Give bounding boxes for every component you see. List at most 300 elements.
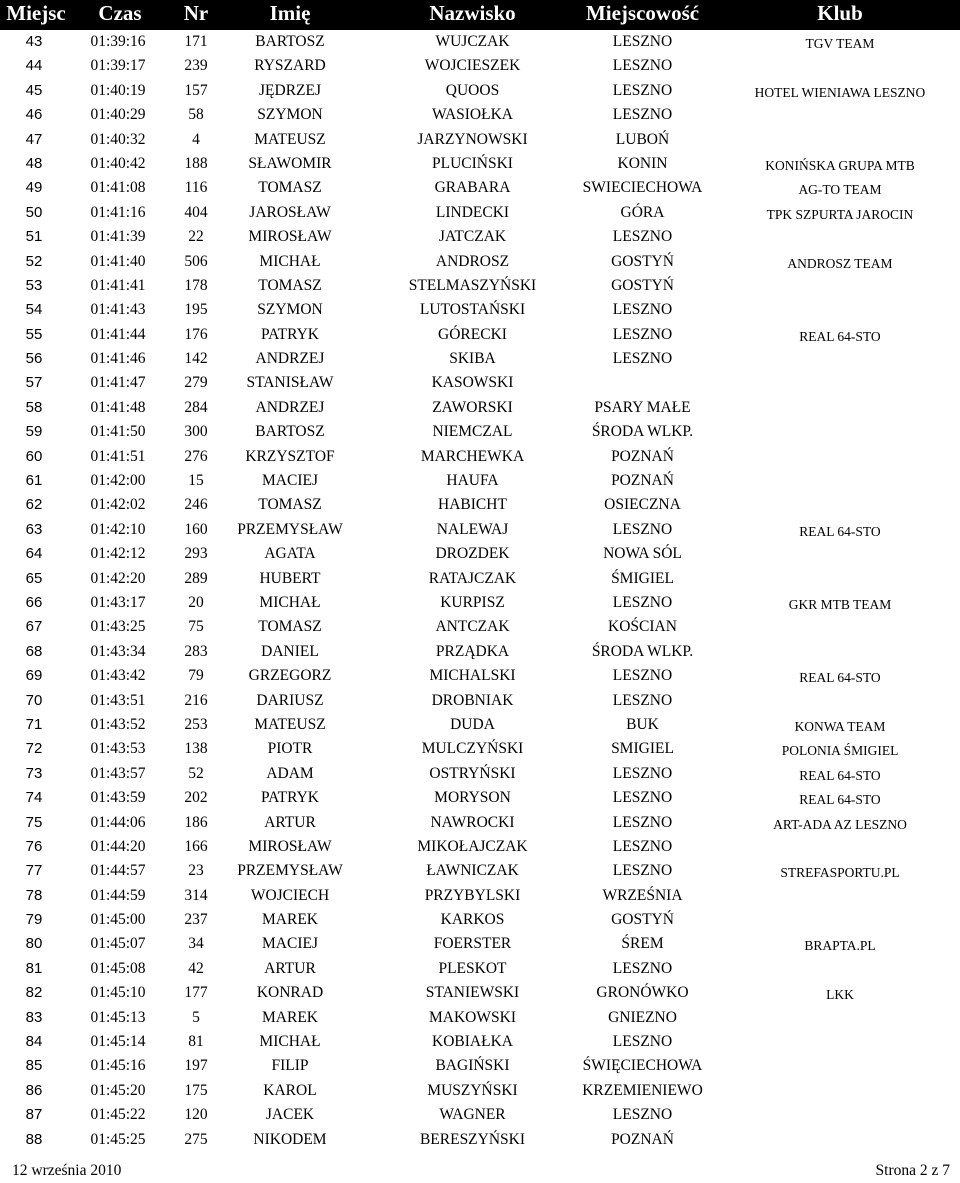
time-cell: 01:43:57 xyxy=(90,764,146,782)
table-row xyxy=(0,1103,960,1127)
table-row xyxy=(0,567,960,591)
last-name-cell: WUJCZAK xyxy=(435,33,510,50)
table-row xyxy=(0,689,960,713)
place-cell: 59 xyxy=(25,423,43,441)
last-name-cell: STELMASZYŃSKI xyxy=(408,276,537,294)
first-name-cell: MIROSŁAW xyxy=(248,228,332,246)
place-cell: 62 xyxy=(25,496,43,514)
first-name-cell: ADAM xyxy=(266,764,314,782)
city-cell: ŚRODA WLKP. xyxy=(591,423,694,441)
bib-number-cell: 216 xyxy=(184,691,208,709)
first-name-cell: SZYMON xyxy=(257,106,323,124)
last-name-cell: RATAJCZAK xyxy=(428,569,517,587)
place-cell: 54 xyxy=(25,301,43,319)
place-cell: 88 xyxy=(25,1130,43,1148)
last-name-cell: MICHALSKI xyxy=(429,667,516,685)
first-name-cell: NIKODEM xyxy=(253,1130,327,1148)
bib-number-cell: 246 xyxy=(184,496,208,514)
time-cell: 01:41:51 xyxy=(90,447,146,465)
city-cell: PSARY MAŁE xyxy=(594,398,691,416)
table-row xyxy=(0,225,960,249)
time-cell: 01:41:44 xyxy=(90,325,146,343)
first-name-cell: MICHAŁ xyxy=(259,593,321,611)
first-name-cell: MATEUSZ xyxy=(254,715,326,733)
bib-number-cell: 202 xyxy=(184,789,208,807)
table-row xyxy=(0,908,960,932)
table-row xyxy=(0,981,960,1005)
last-name-cell: KARKOS xyxy=(440,911,505,929)
time-cell: 01:42:10 xyxy=(90,520,146,538)
club-cell: BRAPTA.PL xyxy=(804,938,876,954)
city-cell: LESZNO xyxy=(612,813,673,831)
time-cell: 01:40:29 xyxy=(90,106,146,124)
last-name-cell: DUDA xyxy=(450,715,495,733)
club-cell: REAL 64-STO xyxy=(799,328,881,344)
time-cell: 01:45:16 xyxy=(90,1057,146,1075)
bib-number-cell: 22 xyxy=(188,228,204,246)
time-cell: 01:42:12 xyxy=(90,545,146,563)
first-name-cell: PATRYK xyxy=(260,325,319,343)
first-name-cell: HUBERT xyxy=(259,569,321,587)
place-cell: 43 xyxy=(25,33,43,50)
place-cell: 57 xyxy=(25,374,43,392)
footer-page-number: Strona 2 z 7 xyxy=(875,1162,950,1179)
last-name-cell: MUSZYŃSKI xyxy=(427,1081,518,1099)
time-cell: 01:45:00 xyxy=(90,911,146,929)
first-name-cell: PRZEMYSŁAW xyxy=(237,520,343,538)
first-name-cell: STANISŁAW xyxy=(246,374,334,392)
time-cell: 01:45:14 xyxy=(90,1033,146,1051)
club-cell: STREFASPORTU.PL xyxy=(780,865,900,881)
city-cell: LESZNO xyxy=(612,33,673,50)
place-cell: 74 xyxy=(25,789,43,807)
club-cell: HOTEL WIENIAWA LESZNO xyxy=(754,84,926,100)
bib-number-cell: 300 xyxy=(184,423,208,441)
first-name-cell: KAROL xyxy=(263,1081,317,1099)
city-cell: POZNAŃ xyxy=(611,472,674,490)
club-cell: ART-ADA AZ LESZNO xyxy=(773,816,907,832)
table-row xyxy=(0,396,960,420)
place-cell: 70 xyxy=(25,691,43,709)
first-name-cell: RYSZARD xyxy=(254,57,326,75)
first-name-cell: ANDRZEJ xyxy=(255,350,325,368)
table-row xyxy=(0,493,960,517)
time-cell: 01:41:46 xyxy=(90,350,146,368)
table-row xyxy=(0,762,960,786)
table-row xyxy=(0,1079,960,1103)
bib-number-cell: 176 xyxy=(184,325,208,343)
last-name-cell: PRZĄDKA xyxy=(435,642,510,660)
place-cell: 83 xyxy=(25,1008,43,1026)
time-cell: 01:41:43 xyxy=(90,301,146,319)
first-name-cell: MICHAŁ xyxy=(259,252,321,270)
city-cell: KRZEMIENIEWO xyxy=(582,1081,703,1099)
time-cell: 01:43:51 xyxy=(90,691,146,709)
bib-number-cell: 20 xyxy=(188,593,204,611)
first-name-cell: DARIUSZ xyxy=(256,691,324,709)
last-name-cell: STANIEWSKI xyxy=(425,984,520,1002)
city-cell: POZNAŃ xyxy=(611,1130,674,1148)
last-name-cell: ANTCZAK xyxy=(435,618,510,636)
bib-number-cell: 116 xyxy=(184,179,208,197)
last-name-cell: DROBNIAK xyxy=(431,691,514,709)
city-cell: LESZNO xyxy=(612,228,673,246)
bib-number-cell: 120 xyxy=(184,1106,208,1124)
first-name-cell: BARTOSZ xyxy=(255,33,325,50)
last-name-cell: OSTRYŃSKI xyxy=(429,764,516,782)
table-row xyxy=(0,250,960,274)
city-cell: WRZEŚNIA xyxy=(602,886,683,904)
first-name-cell: WOJCIECH xyxy=(250,886,330,904)
table-row xyxy=(0,1128,960,1152)
first-name-cell: FILIP xyxy=(271,1057,309,1075)
first-name-cell: MACIEJ xyxy=(262,935,318,953)
time-cell: 01:41:16 xyxy=(90,203,146,221)
first-name-cell: TOMASZ xyxy=(258,276,322,294)
place-cell: 80 xyxy=(25,935,43,953)
last-name-cell: WAGNER xyxy=(439,1106,506,1124)
bib-number-cell: 79 xyxy=(188,667,204,685)
first-name-cell: BARTOSZ xyxy=(255,423,325,441)
time-cell: 01:41:40 xyxy=(90,252,146,270)
place-cell: 45 xyxy=(25,81,43,99)
bib-number-cell: 171 xyxy=(184,33,208,50)
time-cell: 01:43:42 xyxy=(90,667,146,685)
header-club: Klub xyxy=(817,1,863,25)
first-name-cell: MICHAŁ xyxy=(259,1033,321,1051)
last-name-cell: WOJCIESZEK xyxy=(424,57,521,75)
club-cell: REAL 64-STO xyxy=(799,792,881,808)
place-cell: 60 xyxy=(25,447,43,465)
city-cell: LESZNO xyxy=(612,593,673,611)
place-cell: 63 xyxy=(25,520,43,538)
table-row xyxy=(0,884,960,908)
time-cell: 01:42:02 xyxy=(90,496,146,514)
club-cell: POLONIA ŚMIGIEL xyxy=(781,743,899,759)
time-cell: 01:39:16 xyxy=(90,33,146,50)
city-cell: LESZNO xyxy=(612,1033,673,1051)
last-name-cell: MORYSON xyxy=(434,789,511,807)
first-name-cell: JACEK xyxy=(265,1106,315,1124)
bib-number-cell: 81 xyxy=(188,1033,204,1051)
city-cell: GNIEZNO xyxy=(608,1008,677,1026)
first-name-cell: AGATA xyxy=(264,545,316,563)
first-name-cell: SŁAWOMIR xyxy=(248,154,332,172)
first-name-cell: MACIEJ xyxy=(262,472,318,490)
last-name-cell: GRABARA xyxy=(434,179,511,197)
place-cell: 56 xyxy=(25,350,43,368)
club-cell: REAL 64-STO xyxy=(799,523,881,539)
city-cell: LESZNO xyxy=(612,325,673,343)
header-city: Miejscowość xyxy=(585,1,700,25)
bib-number-cell: 34 xyxy=(188,935,204,953)
last-name-cell: PLUCIŃSKI xyxy=(432,154,513,172)
table-row xyxy=(0,54,960,78)
city-cell: LESZNO xyxy=(612,837,673,855)
bib-number-cell: 142 xyxy=(184,350,208,368)
bib-number-cell: 506 xyxy=(184,252,208,270)
place-cell: 77 xyxy=(25,862,43,880)
time-cell: 01:45:07 xyxy=(90,935,146,953)
city-cell: GOSTYŃ xyxy=(611,252,674,270)
club-cell: ANDROSZ TEAM xyxy=(787,255,893,271)
last-name-cell: QUOOS xyxy=(445,81,500,99)
city-cell: LESZNO xyxy=(612,520,673,538)
city-cell: SMIGIEL xyxy=(611,740,674,758)
last-name-cell: ŁAWNICZAK xyxy=(426,862,519,880)
bib-number-cell: 5 xyxy=(192,1008,200,1026)
place-cell: 81 xyxy=(25,959,43,977)
last-name-cell: NIEMCZAL xyxy=(432,423,513,441)
city-cell: LESZNO xyxy=(612,862,673,880)
time-cell: 01:42:00 xyxy=(90,472,146,490)
table-row xyxy=(0,1054,960,1078)
time-cell: 01:45:10 xyxy=(90,984,146,1002)
table-row xyxy=(0,615,960,639)
time-cell: 01:44:20 xyxy=(90,837,146,855)
place-cell: 84 xyxy=(25,1033,43,1051)
place-cell: 44 xyxy=(25,57,43,75)
last-name-cell: KASOWSKI xyxy=(431,374,514,392)
header-place: Miejsc xyxy=(6,1,66,25)
bib-number-cell: 197 xyxy=(184,1057,208,1075)
time-cell: 01:45:22 xyxy=(90,1106,146,1124)
last-name-cell: LUTOSTAŃSKI xyxy=(419,301,526,319)
last-name-cell: JARZYNOWSKI xyxy=(417,130,528,148)
table-row xyxy=(0,664,960,688)
header-first-name: Imię xyxy=(269,1,311,25)
table-row xyxy=(0,201,960,225)
last-name-cell: HAUFA xyxy=(446,472,499,490)
time-cell: 01:42:20 xyxy=(90,569,146,587)
club-cell: GKR MTB TEAM xyxy=(788,596,892,612)
place-cell: 47 xyxy=(25,130,43,148)
first-name-cell: TOMASZ xyxy=(258,496,322,514)
first-name-cell: PRZEMYSŁAW xyxy=(237,862,343,880)
first-name-cell: PIOTR xyxy=(267,740,313,758)
last-name-cell: PLESKOT xyxy=(438,959,507,977)
city-cell: LESZNO xyxy=(612,764,673,782)
last-name-cell: MAKOWSKI xyxy=(429,1008,516,1026)
table-row xyxy=(0,859,960,883)
first-name-cell: MAREK xyxy=(262,1008,318,1026)
place-cell: 78 xyxy=(25,886,43,904)
place-cell: 76 xyxy=(25,837,43,855)
bib-number-cell: 404 xyxy=(184,203,208,221)
bib-number-cell: 4 xyxy=(192,130,200,148)
last-name-cell: KOBIAŁKA xyxy=(432,1033,513,1051)
time-cell: 01:39:17 xyxy=(90,57,146,75)
city-cell: LESZNO xyxy=(612,691,673,709)
bib-number-cell: 239 xyxy=(184,57,208,75)
bib-number-cell: 42 xyxy=(188,959,204,977)
club-cell: REAL 64-STO xyxy=(799,670,881,686)
results-table-body xyxy=(0,30,960,1152)
club-cell: TPK SZPURTA JAROCIN xyxy=(766,206,914,222)
bib-number-cell: 188 xyxy=(184,154,208,172)
time-cell: 01:45:08 xyxy=(90,959,146,977)
table-row xyxy=(0,30,960,54)
place-cell: 82 xyxy=(25,984,43,1002)
city-cell: OSIECZNA xyxy=(604,496,681,514)
place-cell: 61 xyxy=(25,472,43,490)
city-cell: BUK xyxy=(626,715,659,733)
bib-number-cell: 253 xyxy=(184,715,208,733)
bib-number-cell: 195 xyxy=(184,301,208,319)
bib-number-cell: 52 xyxy=(188,764,204,782)
bib-number-cell: 279 xyxy=(184,374,208,392)
last-name-cell: HABICHT xyxy=(438,496,507,514)
table-row xyxy=(0,713,960,737)
bib-number-cell: 283 xyxy=(184,642,208,660)
table-row xyxy=(0,298,960,322)
last-name-cell: LINDECKI xyxy=(435,203,510,221)
first-name-cell: KRZYSZTOF xyxy=(245,447,335,465)
time-cell: 01:41:41 xyxy=(90,276,146,294)
last-name-cell: SKIBA xyxy=(449,350,496,368)
last-name-cell: NALEWAJ xyxy=(436,520,509,538)
table-row xyxy=(0,371,960,395)
footer-date: 12 września 2010 xyxy=(12,1162,122,1179)
table-row xyxy=(0,103,960,127)
city-cell: GÓRA xyxy=(620,203,665,221)
city-cell: POZNAŃ xyxy=(611,447,674,465)
time-cell: 01:43:34 xyxy=(90,642,146,660)
bib-number-cell: 58 xyxy=(188,106,204,124)
first-name-cell: PATRYK xyxy=(260,789,319,807)
club-cell: KONIŃSKA GRUPA MTB xyxy=(765,157,915,173)
bib-number-cell: 75 xyxy=(188,618,204,636)
last-name-cell: ANDROSZ xyxy=(435,252,510,270)
time-cell: 01:45:13 xyxy=(90,1008,146,1026)
city-cell: LUBOŃ xyxy=(615,130,670,148)
table-row xyxy=(0,835,960,859)
time-cell: 01:44:59 xyxy=(90,886,146,904)
club-cell: LKK xyxy=(826,987,854,1003)
first-name-cell: MIROSŁAW xyxy=(248,837,332,855)
table-row xyxy=(0,469,960,493)
first-name-cell: MATEUSZ xyxy=(254,130,326,148)
last-name-cell: GÓRECKI xyxy=(438,325,507,343)
last-name-cell: WASIOŁKA xyxy=(432,106,513,124)
bib-number-cell: 237 xyxy=(184,911,208,929)
place-cell: 52 xyxy=(25,252,43,270)
city-cell: ŚRODA WLKP. xyxy=(591,642,694,660)
time-cell: 01:41:48 xyxy=(90,398,146,416)
city-cell: LESZNO xyxy=(612,106,673,124)
time-cell: 01:41:50 xyxy=(90,423,146,441)
first-name-cell: KONRAD xyxy=(256,984,324,1002)
place-cell: 64 xyxy=(25,545,43,563)
place-cell: 68 xyxy=(25,642,43,660)
bib-number-cell: 289 xyxy=(184,569,208,587)
last-name-cell: KURPISZ xyxy=(440,593,505,611)
first-name-cell: ARTUR xyxy=(264,813,316,831)
time-cell: 01:41:08 xyxy=(90,179,146,197)
city-cell: ŚMIGIEL xyxy=(611,569,674,587)
first-name-cell: ANDRZEJ xyxy=(255,398,325,416)
table-row xyxy=(0,176,960,200)
time-cell: 01:45:20 xyxy=(90,1081,146,1099)
first-name-cell: MAREK xyxy=(262,911,318,929)
table-row xyxy=(0,79,960,103)
place-cell: 75 xyxy=(25,813,43,831)
club-cell: TGV TEAM xyxy=(805,36,875,51)
last-name-cell: DROZDEK xyxy=(435,545,510,563)
last-name-cell: JATCZAK xyxy=(438,228,507,246)
time-cell: 01:43:59 xyxy=(90,789,146,807)
club-cell: REAL 64-STO xyxy=(799,767,881,783)
time-cell: 01:44:57 xyxy=(90,862,146,880)
city-cell: LESZNO xyxy=(612,350,673,368)
last-name-cell: MARCHEWKA xyxy=(420,447,525,465)
time-cell: 01:43:52 xyxy=(90,715,146,733)
city-cell: SWIECIECHOWA xyxy=(582,179,703,197)
last-name-cell: FOERSTER xyxy=(433,935,512,953)
first-name-cell: JĘDRZEJ xyxy=(259,81,321,99)
bib-number-cell: 178 xyxy=(184,276,208,294)
city-cell: KONIN xyxy=(617,154,668,172)
table-row xyxy=(0,542,960,566)
place-cell: 51 xyxy=(25,228,43,246)
city-cell: LESZNO xyxy=(612,57,673,75)
table-row xyxy=(0,420,960,444)
city-cell: ŚREM xyxy=(621,935,664,953)
time-cell: 01:44:06 xyxy=(90,813,146,831)
place-cell: 49 xyxy=(25,179,43,197)
time-cell: 01:43:53 xyxy=(90,740,146,758)
time-cell: 01:40:42 xyxy=(90,154,146,172)
first-name-cell: ARTUR xyxy=(264,959,316,977)
table-row xyxy=(0,323,960,347)
first-name-cell: SZYMON xyxy=(257,301,323,319)
table-row xyxy=(0,737,960,761)
time-cell: 01:40:19 xyxy=(90,81,146,99)
table-row xyxy=(0,932,960,956)
place-cell: 58 xyxy=(25,398,43,416)
place-cell: 50 xyxy=(25,203,43,221)
table-row xyxy=(0,347,960,371)
city-cell: LESZNO xyxy=(612,789,673,807)
first-name-cell: GRZEGORZ xyxy=(248,667,332,685)
table-row xyxy=(0,957,960,981)
bib-number-cell: 314 xyxy=(184,886,208,904)
table-row xyxy=(0,811,960,835)
bib-number-cell: 284 xyxy=(184,398,208,416)
city-cell: ŚWIĘCIECHOWA xyxy=(582,1057,703,1075)
first-name-cell: TOMASZ xyxy=(258,179,322,197)
time-cell: 01:43:17 xyxy=(90,593,146,611)
place-cell: 55 xyxy=(25,325,43,343)
city-cell: GOSTYŃ xyxy=(611,276,674,294)
table-row xyxy=(0,152,960,176)
table-row xyxy=(0,1030,960,1054)
place-cell: 86 xyxy=(25,1081,43,1099)
city-cell: LESZNO xyxy=(612,667,673,685)
bib-number-cell: 177 xyxy=(184,984,208,1002)
bib-number-cell: 15 xyxy=(188,472,204,490)
first-name-cell: JAROSŁAW xyxy=(249,203,331,221)
last-name-cell: MULCZYŃSKI xyxy=(421,740,524,758)
place-cell: 73 xyxy=(25,764,43,782)
last-name-cell: ZAWORSKI xyxy=(432,398,513,416)
place-cell: 46 xyxy=(25,106,43,124)
table-row xyxy=(0,445,960,469)
city-cell: LESZNO xyxy=(612,81,673,99)
bib-number-cell: 293 xyxy=(184,545,208,563)
place-cell: 71 xyxy=(25,715,43,733)
city-cell: LESZNO xyxy=(612,1106,673,1124)
